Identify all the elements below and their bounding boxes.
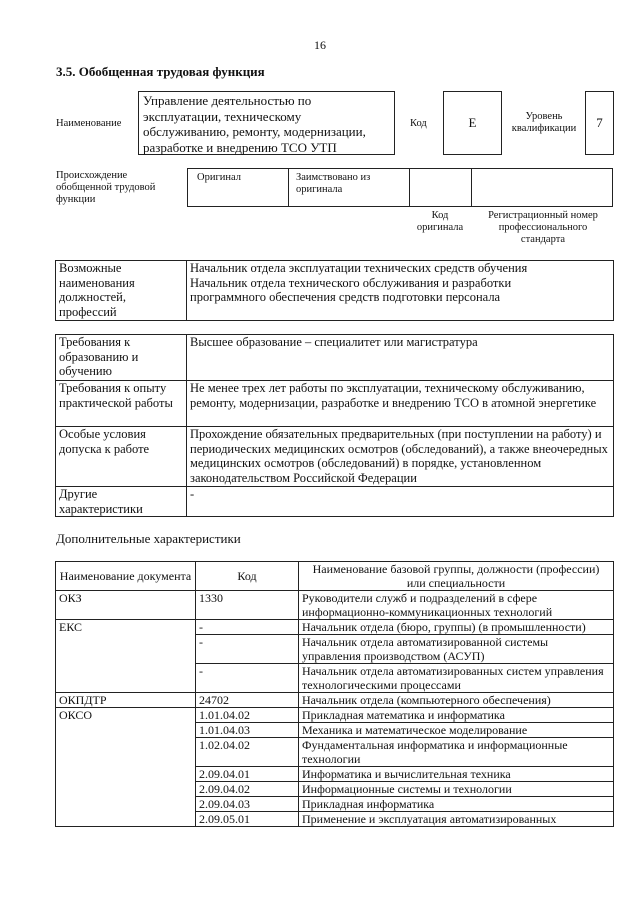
level-value: 7 [585,91,614,155]
positions-label: Возможные наименования должностей, профессий [56,261,187,321]
row-doc: ОКЗ [56,591,196,620]
page-number: 16 [314,38,326,52]
row-code: 1.01.04.03 [196,723,299,738]
header-doc: Наименование документа [56,562,196,591]
table-row [56,591,614,620]
row-name: Начальник отдела (компьютерного обеспечения) [299,693,614,708]
requirement-label: Другие характеристики [56,487,187,517]
positions-value [187,261,614,321]
level-label: Уровень квалификации [511,111,577,134]
row-code: 2.09.04.02 [196,782,299,797]
origin-borrowed: Заимствовано из оригинала [296,172,371,195]
row-name: Фундаментальная информатика и информационные технологии [299,738,614,767]
row-doc: ОКПДТР [56,693,196,708]
row-name: Информационные системы и технологии [299,782,614,797]
requirement-value: Высшее образование – специалитет или магистратура [187,335,614,381]
row-name: Руководители служб и подразделений в сфере информационно-коммуникационных технологий [299,591,614,620]
row-code: - [196,620,299,635]
requirement-value: Прохождение обязательных предварительных (при поступлении на работу) и периодических медицинских осмотров (обследований), а также внеочередных медицинских осмотров (обследований) в порядке, установленном законодательством Российской Федерации [187,427,614,487]
row-doc: ЕКС [56,620,196,693]
table-row [56,261,614,321]
row-name: Механика и математическое моделирование [299,723,614,738]
requirements-table [55,334,614,517]
function-name-value: Управление деятельностью по эксплуатации, техническому обслуживанию, ремонту, модернизации, разработке и внедрению ТСО УТП [138,91,395,155]
requirement-label: Требования к опыту практической работы [56,381,187,427]
row-name: Прикладная информатика [299,797,614,812]
row-code: 1.01.04.02 [196,708,299,723]
origin-divider [288,169,289,206]
table-row [56,381,614,427]
origin-divider [409,169,410,206]
code-label: Код [410,118,427,129]
code-value: E [443,91,502,155]
row-code: 2.09.04.03 [196,797,299,812]
row-doc: ОКСО [56,708,196,827]
origin-label: Происхождение обобщенной трудовой функции [56,170,156,205]
section-title: 3.5. Обобщенная трудовая функция [56,64,265,79]
row-code: - [196,664,299,693]
row-name: Начальник отдела автоматизированной системы управления производством (АСУП) [299,635,614,664]
table-row [56,693,614,708]
row-code: 24702 [196,693,299,708]
requirement-label: Требования к образованию и обучению [56,335,187,381]
name-label: Наименование [56,118,122,129]
positions-table [55,260,614,321]
row-name: Информатика и вычислительная техника [299,767,614,782]
row-code: 2.09.04.01 [196,767,299,782]
table-row [56,620,614,635]
position-line: Начальник отдела технического обслуживания и разработки [190,275,512,290]
row-name: Начальник отдела автоматизированных систем управления технологическими процессами [299,664,614,693]
position-line: Начальник отдела эксплуатации технических средств обучения [190,261,528,275]
table-row [56,427,614,487]
requirement-value: - [187,487,614,517]
header-code: Код [196,562,299,591]
requirement-value: Не менее трех лет работы по эксплуатации, техническому обслуживанию, ремонту, модернизации, разработке и внедрению ТСО в атомной энергетике [187,381,614,427]
row-name: Прикладная математика и информатика [299,708,614,723]
additional-table [55,561,614,827]
origin-divider [471,169,472,206]
row-code: - [196,635,299,664]
additional-title: Дополнительные характеристики [56,531,241,546]
origin-box [187,168,613,207]
header-name: Наименование базовой группы, должности (профессии) или специальности [299,562,614,591]
row-code: 1.02.04.02 [196,738,299,767]
table-row [56,708,614,723]
table-row [56,335,614,381]
requirement-label: Особые условия допуска к работе [56,427,187,487]
row-code: 2.09.05.01 [196,812,299,827]
table-row [56,487,614,517]
origin-code-caption: Код оригинала [416,210,464,233]
row-code: 1330 [196,591,299,620]
position-line: программного обеспечения средств подготовки персонала [190,290,501,305]
row-name: Применение и эксплуатация автоматизированных [299,812,614,827]
row-name: Начальник отдела (бюро, группы) (в промышленности) [299,620,614,635]
origin-original: Оригинал [197,172,241,183]
origin-reg-caption: Регистрационный номер профессионального стандарта [488,210,598,245]
table-header-row [56,562,614,591]
